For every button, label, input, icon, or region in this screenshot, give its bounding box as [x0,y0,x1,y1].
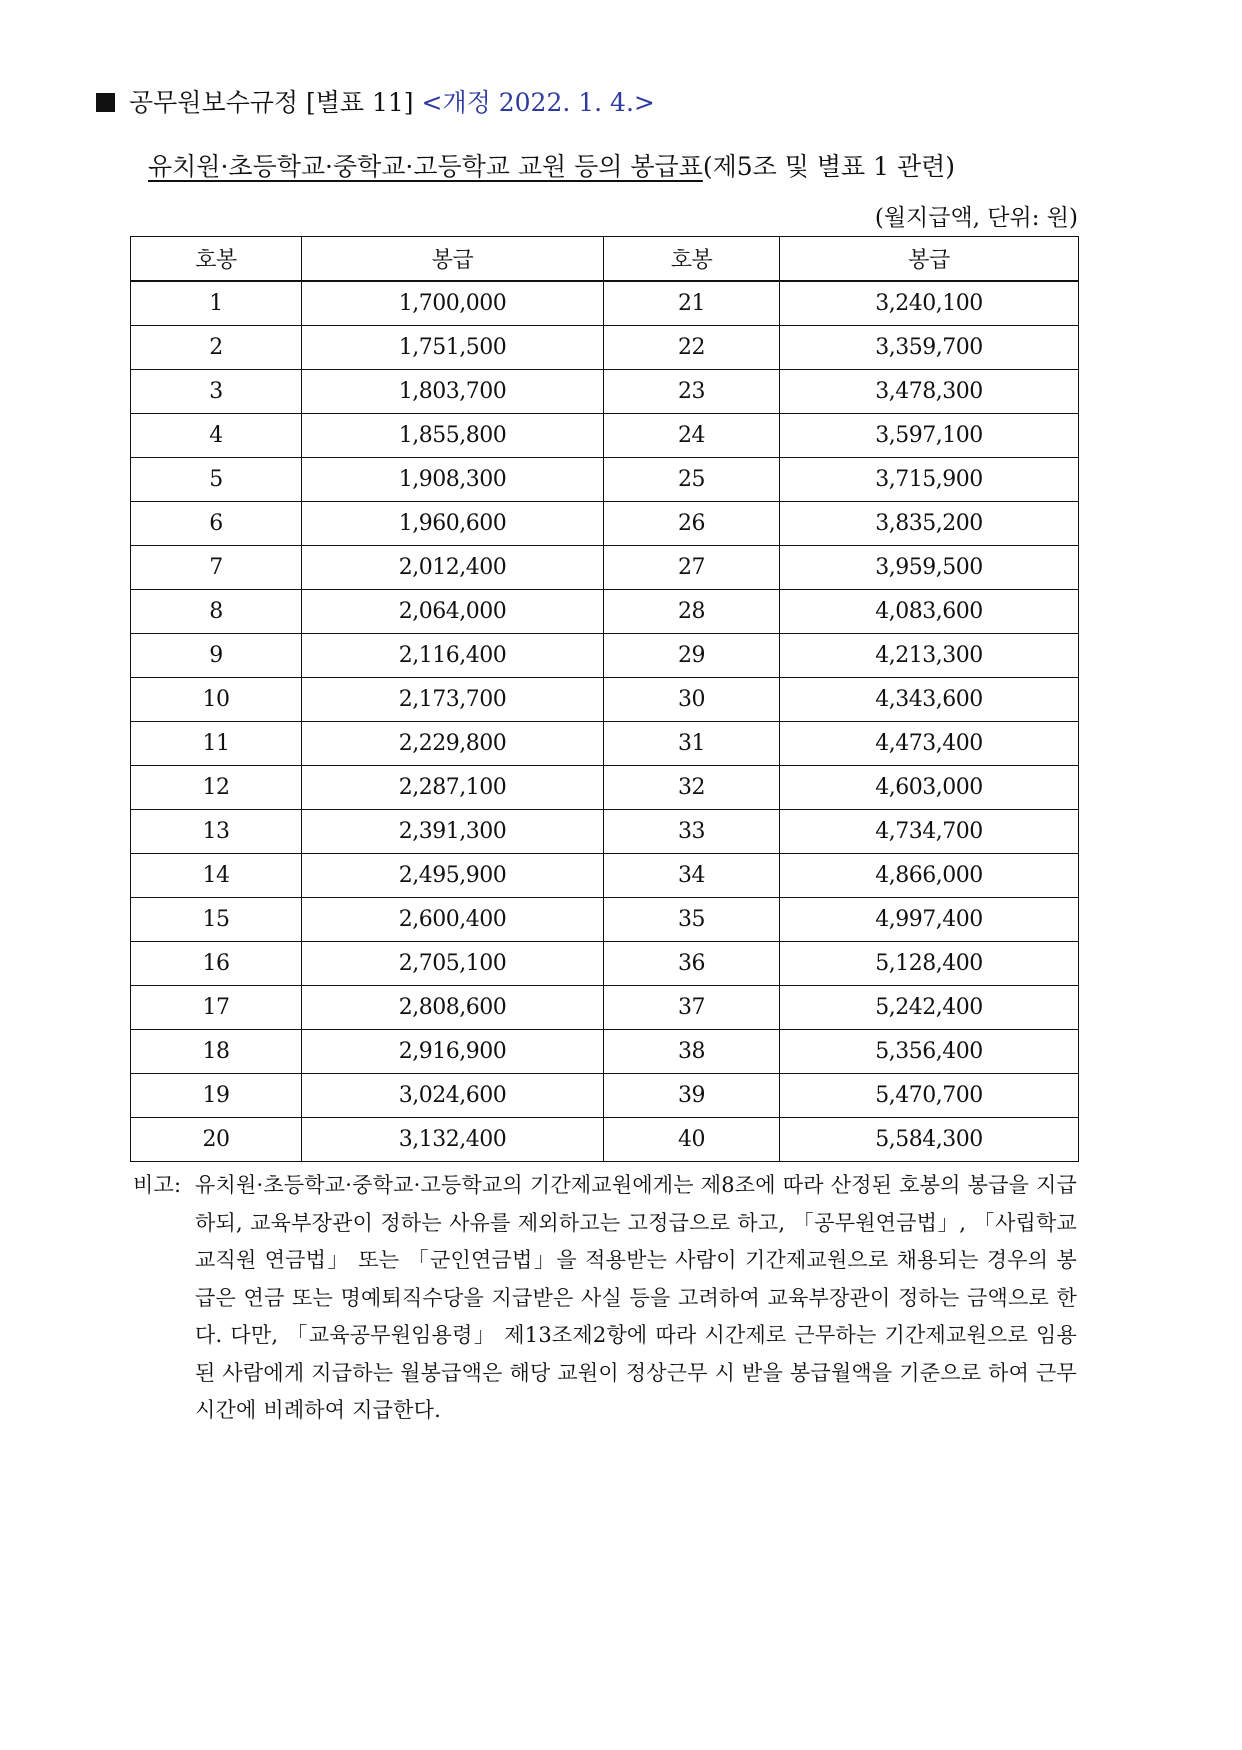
salary-cell: 1,803,700 [302,370,604,414]
table-row [131,1030,1079,1074]
table-header-row [131,237,1079,282]
table-row [131,722,1079,766]
grade-cell: 23 [604,370,780,414]
remarks [133,1167,1077,1430]
grade-cell: 21 [604,281,780,326]
salary-cell: 3,597,100 [780,414,1079,458]
salary-cell: 4,213,300 [780,634,1079,678]
salary-cell: 2,705,100 [302,942,604,986]
title-related: (제5조 및 별표 1 관련) [702,152,955,181]
salary-table [130,236,1079,1162]
grade-cell: 26 [604,502,780,546]
salary-cell: 5,128,400 [780,942,1079,986]
grade-cell: 12 [131,766,302,810]
grade-cell: 25 [604,458,780,502]
salary-cell: 2,064,000 [302,590,604,634]
grade-cell: 7 [131,546,302,590]
salary-cell: 1,855,800 [302,414,604,458]
grade-cell: 27 [604,546,780,590]
salary-cell: 2,391,300 [302,810,604,854]
table-row [131,370,1079,414]
table-row [131,546,1079,590]
grade-cell: 18 [131,1030,302,1074]
salary-cell: 3,024,600 [302,1074,604,1118]
table-row [131,1118,1079,1162]
salary-cell: 1,700,000 [302,281,604,326]
table-row [131,326,1079,370]
table-row [131,590,1079,634]
amendment-date: <개정 2022. 1. 4.> [421,88,655,117]
table-row [131,898,1079,942]
salary-cell: 2,116,400 [302,634,604,678]
grade-cell: 37 [604,986,780,1030]
grade-cell: 35 [604,898,780,942]
salary-table-body [131,281,1079,1162]
grade-cell: 38 [604,1030,780,1074]
grade-cell: 36 [604,942,780,986]
grade-cell: 31 [604,722,780,766]
black-square-icon [96,93,115,112]
grade-cell: 15 [131,898,302,942]
grade-cell: 32 [604,766,780,810]
salary-cell: 2,173,700 [302,678,604,722]
grade-cell: 14 [131,854,302,898]
title-main: 유치원·초등학교·중학교·고등학교 교원 등의 봉급표 [148,152,703,181]
salary-cell: 2,287,100 [302,766,604,810]
grade-cell: 3 [131,370,302,414]
salary-cell: 2,916,900 [302,1030,604,1074]
regulation-header [96,86,655,120]
salary-cell: 3,478,300 [780,370,1079,414]
column-header-grade: 호봉 [604,237,780,282]
table-row [131,502,1079,546]
salary-cell: 4,997,400 [780,898,1079,942]
salary-cell: 5,356,400 [780,1030,1079,1074]
salary-cell: 3,132,400 [302,1118,604,1162]
table-row [131,634,1079,678]
salary-cell: 2,229,800 [302,722,604,766]
salary-cell: 3,959,500 [780,546,1079,590]
salary-cell: 4,083,600 [780,590,1079,634]
grade-cell: 20 [131,1118,302,1162]
column-header-grade: 호봉 [131,237,302,282]
salary-cell: 2,808,600 [302,986,604,1030]
grade-cell: 4 [131,414,302,458]
document-title [148,150,955,184]
grade-cell: 39 [604,1074,780,1118]
salary-cell: 1,751,500 [302,326,604,370]
salary-cell: 5,584,300 [780,1118,1079,1162]
table-row [131,854,1079,898]
grade-cell: 16 [131,942,302,986]
table-row [131,281,1079,326]
salary-cell: 3,359,700 [780,326,1079,370]
table-row [131,810,1079,854]
salary-cell: 1,960,600 [302,502,604,546]
grade-cell: 29 [604,634,780,678]
salary-cell: 5,470,700 [780,1074,1079,1118]
table-row [131,986,1079,1030]
grade-cell: 22 [604,326,780,370]
salary-cell: 2,012,400 [302,546,604,590]
regulation-name: 공무원보수규정 [별표 11] [129,88,414,117]
salary-cell: 5,242,400 [780,986,1079,1030]
grade-cell: 34 [604,854,780,898]
grade-cell: 5 [131,458,302,502]
salary-cell: 4,343,600 [780,678,1079,722]
grade-cell: 8 [131,590,302,634]
column-header-salary: 봉급 [302,237,604,282]
table-row [131,678,1079,722]
salary-cell: 1,908,300 [302,458,604,502]
remarks-text: 유치원·초등학교·중학교·고등학교의 기간제교원에게는 제8조에 따라 산정된 호봉의 봉급을 지급하되, 교육부장관이 정하는 사유를 제외하고는 고정급으로 하고, 「공무원연금법」, 「사립학교교직원 연금법」 또는 「군인연금법」을 적용받는 사람이 기간제교원으로 채용되는 경우의 봉급은 연금 또는 명예퇴직수당을 지급받은 사실 등을 고려하여 교육부장관이 정하는 금액으로 한다. 다만, 「교육공무원임용령」 제13조제2항에 따라 시간제로 근무하는 기간제교원으로 임용된 사람에게 지급하는 월봉급액은 해당 교원이 정상근무 시 받을 봉급월액을 기준으로 하여 근무시간에 비례하여 지급한다. [195,1173,1077,1422]
grade-cell: 17 [131,986,302,1030]
grade-cell: 28 [604,590,780,634]
grade-cell: 9 [131,634,302,678]
salary-cell: 3,835,200 [780,502,1079,546]
unit-note: (월지급액, 단위: 원) [874,205,1078,231]
salary-cell: 3,240,100 [780,281,1079,326]
salary-cell: 4,603,000 [780,766,1079,810]
grade-cell: 30 [604,678,780,722]
table-row [131,458,1079,502]
remarks-label: 비고: [133,1173,182,1197]
grade-cell: 10 [131,678,302,722]
grade-cell: 6 [131,502,302,546]
salary-cell: 4,734,700 [780,810,1079,854]
table-row [131,414,1079,458]
table-row [131,942,1079,986]
salary-cell: 2,600,400 [302,898,604,942]
grade-cell: 24 [604,414,780,458]
salary-cell: 3,715,900 [780,458,1079,502]
grade-cell: 11 [131,722,302,766]
salary-cell: 2,495,900 [302,854,604,898]
grade-cell: 13 [131,810,302,854]
grade-cell: 19 [131,1074,302,1118]
table-row [131,766,1079,810]
table-row [131,1074,1079,1118]
salary-cell: 4,473,400 [780,722,1079,766]
salary-cell: 4,866,000 [780,854,1079,898]
grade-cell: 1 [131,281,302,326]
grade-cell: 33 [604,810,780,854]
grade-cell: 40 [604,1118,780,1162]
grade-cell: 2 [131,326,302,370]
column-header-salary: 봉급 [780,237,1079,282]
